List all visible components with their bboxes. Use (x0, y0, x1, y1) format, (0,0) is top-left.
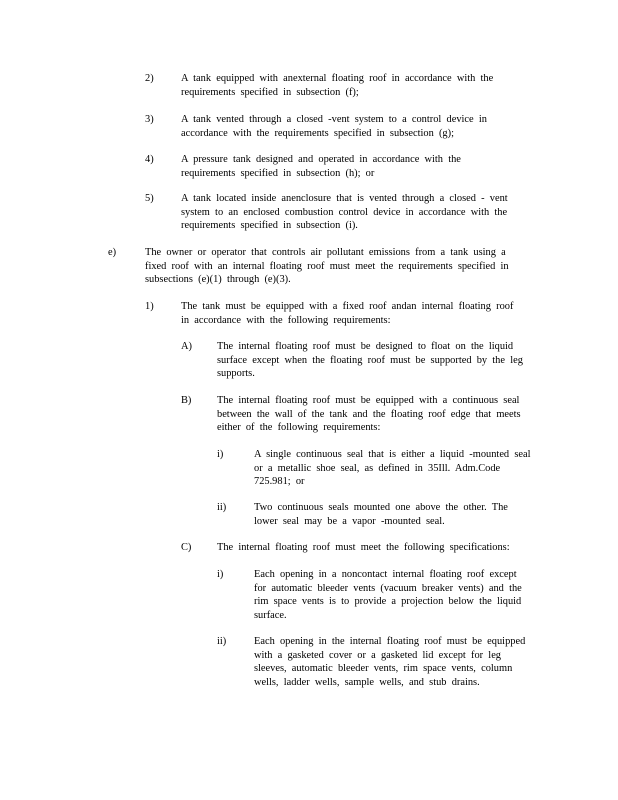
text-line: The owner or operator that controls air pollutant emissions from a tank using a (145, 247, 506, 258)
text-line: or a metallic shoe seal, as defined in 35Ill. Adm.Code (254, 462, 501, 474)
text-line: subsections (e)(1) through (e)(3). (145, 274, 291, 286)
list-item-text (181, 153, 513, 180)
text-line: requirements specified in subsection (f); (181, 86, 359, 98)
text-line: A single continuous seal that is either a liquid -mounted seal (254, 449, 531, 460)
text-line: with a gasketed cover or a gasketed lid except for leg (254, 649, 501, 661)
list-item-text (181, 72, 513, 99)
text-line: The internal floating roof must be equipped with a continuous seal (217, 395, 520, 406)
text-line: A tank vented through a closed -vent system to a control device in (181, 114, 487, 125)
text-line: The internal floating roof must meet the following specifications: (217, 542, 510, 553)
text-line: requirements specified in subsection (h); or (181, 167, 375, 179)
list-marker: 5) (145, 193, 154, 204)
list-marker: ii) (217, 636, 227, 647)
list-item-text (181, 300, 529, 327)
text-line: surface. (254, 610, 287, 622)
list-marker: ii) (217, 502, 227, 513)
list-item-text (254, 568, 538, 623)
text-line: A tank located inside anenclosure that is vented through a closed - vent (181, 193, 508, 204)
text-line: The internal floating roof must be designed to float on the liquid (217, 341, 514, 352)
text-line: either of the following requirements: (217, 422, 381, 434)
list-marker: e) (108, 247, 117, 258)
text-line: lower seal may be a vapor -mounted seal. (254, 515, 445, 527)
text-line: for automatic bleeder vents (vacuum breaker vents) and the (254, 582, 522, 594)
text-line: A pressure tank designed and operated in accordance with the (181, 154, 461, 165)
text-line: Two continuous seals mounted one above the other. The (254, 502, 508, 513)
list-item-text (254, 448, 540, 489)
list-item-text (217, 541, 521, 555)
list-marker: C) (181, 542, 192, 553)
list-marker: i) (217, 569, 224, 580)
text-line: A tank equipped with anexternal floating roof in accordance with the (181, 73, 494, 84)
text-line: rim space vents is to provide a projection below the liquid (254, 596, 522, 608)
list-item-text (254, 501, 524, 528)
list-marker: i) (217, 449, 224, 460)
text-line: system to an enclosed combustion control device in accordance with the (181, 206, 508, 218)
text-line: sleeves, automatic bleeder vents, rim space vents, column (254, 663, 513, 675)
list-marker: 4) (145, 154, 154, 165)
text-line: The tank must be equipped with a fixed roof andan internal floating roof (181, 301, 514, 312)
text-line: wells, ladder wells, sample wells, and stub drains. (254, 677, 480, 689)
list-item-text (217, 394, 529, 435)
list-marker: 3) (145, 114, 154, 125)
list-marker: B) (181, 395, 192, 406)
list-marker: 1) (145, 301, 154, 312)
text-line: Each opening in a noncontact internal floating roof except (254, 569, 517, 580)
text-line: in accordance with the following requirements: (181, 314, 391, 326)
text-line: requirements specified in subsection (i). (181, 220, 358, 232)
list-item-text (145, 246, 531, 287)
list-item-text (181, 192, 529, 233)
text-line: Each opening in the internal floating roof must be equipped (254, 636, 526, 647)
list-item-text (181, 113, 513, 140)
list-item-text (254, 635, 534, 690)
list-item-text (217, 340, 529, 381)
text-line: supports. (217, 368, 255, 380)
list-marker: A) (181, 341, 192, 352)
text-line: accordance with the requirements specified in subsection (g); (181, 127, 454, 139)
text-line: between the wall of the tank and the floating roof edge that meets (217, 408, 521, 420)
text-line: fixed roof with an internal floating roof must meet the requirements specified in (145, 260, 509, 272)
text-line: 725.981; or (254, 476, 305, 488)
list-marker: 2) (145, 73, 154, 84)
text-line: surface except when the floating roof must be supported by the leg (217, 354, 523, 366)
